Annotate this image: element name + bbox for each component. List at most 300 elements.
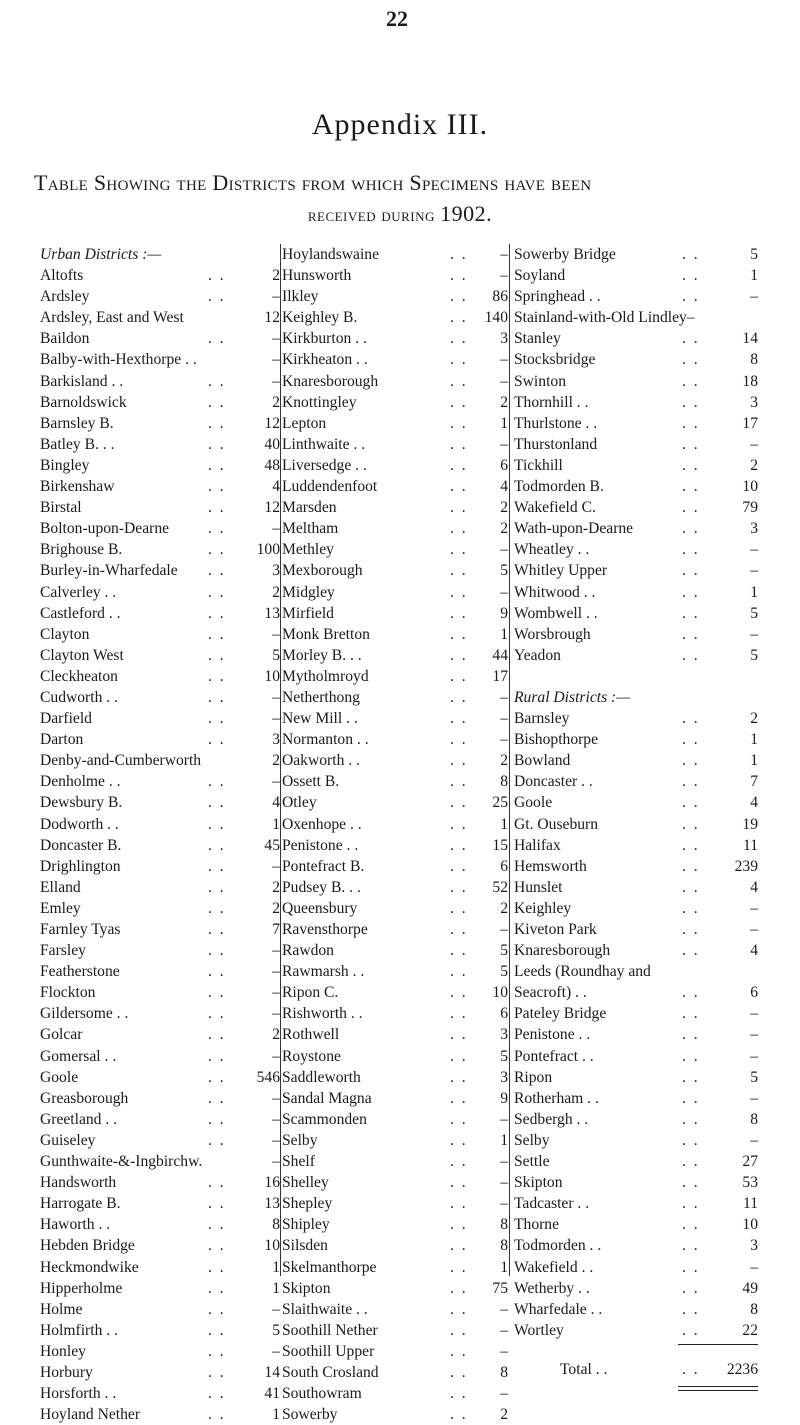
district-name: Kirkburton . . — [282, 330, 367, 348]
district-row — [40, 961, 280, 982]
district-name: Dodworth . . — [40, 815, 119, 833]
specimen-count: – — [272, 688, 280, 706]
specimen-count: – — [750, 1005, 758, 1023]
district-name: Flockton — [40, 984, 96, 1002]
district-name: Lepton — [282, 414, 327, 432]
district-row — [40, 856, 280, 877]
district-name: Wakefield . . — [514, 1258, 594, 1276]
specimen-count: – — [272, 984, 280, 1002]
district-row — [40, 624, 280, 645]
specimen-count: 75 — [492, 1279, 508, 1297]
district-row — [514, 1193, 758, 1214]
leader-dots: . . — [450, 1363, 468, 1381]
specimen-count: – — [500, 1300, 508, 1318]
district-row — [282, 1024, 508, 1045]
leader-dots: . . — [208, 1005, 226, 1023]
specimen-count: – — [272, 288, 280, 306]
district-row — [514, 835, 758, 856]
district-row — [40, 877, 280, 898]
district-row — [514, 792, 758, 813]
leader-dots: . . — [208, 520, 226, 538]
specimen-count: – — [750, 288, 758, 306]
column-divider-2 — [509, 244, 510, 1276]
district-row — [40, 1003, 280, 1024]
specimen-count: 8 — [500, 773, 508, 791]
specimen-count: 140 — [484, 309, 508, 327]
specimen-count: – — [272, 773, 280, 791]
district-name: Pateley Bridge — [514, 1005, 607, 1023]
district-row — [40, 603, 280, 624]
leader-dots: . . — [450, 899, 468, 917]
district-name: Soyland — [514, 267, 566, 285]
leader-dots: . . — [450, 435, 468, 453]
table-heading-line2 — [0, 201, 800, 227]
district-name: Ardsley — [40, 288, 90, 306]
leader-dots: . . — [450, 1174, 468, 1192]
district-row — [514, 1320, 758, 1341]
district-name: New Mill . . — [282, 710, 358, 728]
district-row — [40, 328, 280, 349]
specimen-count: 10 — [492, 984, 508, 1002]
district-row — [282, 1130, 508, 1151]
leader-dots: . . — [450, 710, 468, 728]
district-row — [282, 1088, 508, 1109]
district-name: Keighley — [514, 899, 572, 917]
leader-dots: . . — [450, 330, 468, 348]
specimen-count: 5 — [500, 963, 508, 981]
leader-dots: . . — [450, 836, 468, 854]
specimen-count: – — [500, 1153, 508, 1171]
leader-dots: . . — [682, 1174, 700, 1192]
specimen-count: – — [272, 1131, 280, 1149]
specimen-count: – — [500, 731, 508, 749]
district-name: Greasborough — [40, 1089, 129, 1107]
district-row — [514, 328, 758, 349]
leader-dots: . . — [208, 942, 226, 960]
district-row — [514, 1130, 758, 1151]
district-name: Pontefract . . — [514, 1047, 594, 1065]
specimen-count: – — [500, 710, 508, 728]
district-row — [282, 877, 508, 898]
leader-dots: . . — [450, 583, 468, 601]
district-row — [514, 1235, 758, 1256]
district-name: Mytholmroyd — [282, 667, 369, 685]
district-row — [40, 835, 280, 856]
district-name: Midgley — [282, 583, 335, 601]
leader-dots: . . — [682, 710, 700, 728]
leader-dots: . . — [682, 499, 700, 517]
leader-dots: . . — [450, 1279, 468, 1297]
specimen-count: 2 — [750, 456, 758, 474]
leader-dots: . . — [208, 1237, 226, 1255]
district-row — [40, 771, 280, 792]
district-name: Rawdon — [282, 942, 334, 960]
leader-dots: . . — [682, 1237, 700, 1255]
specimen-count: 5 — [750, 646, 758, 664]
leader-dots: . . — [208, 330, 226, 348]
district-name: Rotherham . . — [514, 1089, 599, 1107]
leader-dots: . . — [450, 857, 468, 875]
district-name: Thurlstone . . — [514, 414, 598, 432]
leader-dots: . . — [682, 583, 700, 601]
district-name: Balby-with-Hexthorpe . . — [40, 351, 197, 369]
specimen-count: – — [272, 351, 280, 369]
district-row — [282, 792, 508, 813]
district-name: Settle — [514, 1153, 550, 1171]
specimen-count: – — [500, 921, 508, 938]
district-row — [282, 919, 508, 940]
district-row — [514, 476, 758, 497]
district-name: Farnley Tyas — [40, 921, 121, 938]
leader-dots: . . — [450, 984, 468, 1002]
district-name: Sedbergh . . — [514, 1110, 589, 1128]
district-row — [514, 1299, 758, 1320]
specimen-count: 27 — [742, 1153, 758, 1171]
specimen-count: 6 — [500, 456, 508, 474]
specimen-count: – — [750, 1047, 758, 1065]
leader-dots: . . — [208, 625, 226, 643]
district-name: Ardsley, East and West — [40, 309, 184, 327]
district-row — [40, 476, 280, 497]
specimen-count: 4 — [500, 478, 508, 496]
specimen-count: 2 — [272, 878, 280, 896]
district-row — [40, 1151, 280, 1172]
leader-dots: . . — [208, 1068, 226, 1086]
specimen-count: 12 — [264, 414, 280, 432]
specimen-count: 2 — [500, 1406, 508, 1424]
leader-dots: . . — [682, 1089, 700, 1107]
leader-dots: . . — [682, 330, 700, 348]
district-name: Monk Bretton — [282, 625, 370, 643]
specimen-count: – — [750, 1089, 758, 1107]
district-row — [282, 729, 508, 750]
district-name: Harrogate B. — [40, 1195, 121, 1213]
specimen-count: 1 — [500, 1131, 508, 1149]
specimen-count: 6 — [500, 1005, 508, 1023]
district-row — [40, 1235, 280, 1256]
specimen-count: 4 — [750, 942, 758, 960]
district-row — [514, 560, 758, 581]
district-row — [514, 666, 758, 687]
specimen-count: 2 — [272, 393, 280, 411]
leader-dots: . . — [208, 1300, 226, 1318]
leader-dots: . . — [450, 393, 468, 411]
district-name: Rural Districts :— — [514, 688, 631, 706]
specimen-count: 19 — [742, 815, 758, 833]
district-name: Featherstone — [40, 963, 120, 981]
leader-dots: . . — [208, 1363, 226, 1381]
leader-dots: . . — [682, 984, 700, 1002]
heading-line2-text: received during — [307, 205, 435, 226]
specimen-count: 4 — [272, 478, 280, 496]
district-name: Skelmanthorpe — [282, 1258, 377, 1276]
leader-dots: . . — [682, 414, 700, 432]
total-value: 2236 — [726, 1360, 758, 1378]
leader-dots: . . — [450, 1385, 468, 1403]
district-name: Selby — [282, 1131, 318, 1149]
leader-dots: . . — [450, 267, 468, 285]
district-row — [40, 455, 280, 476]
district-name: Dewsbury B. — [40, 794, 123, 812]
column-urban-2 — [282, 244, 508, 1425]
specimen-count: 9 — [500, 604, 508, 622]
specimen-count: – — [750, 541, 758, 559]
leader-dots: . . — [450, 414, 468, 432]
specimen-count: – — [272, 710, 280, 728]
district-row — [40, 792, 280, 813]
specimen-count: 40 — [264, 435, 280, 453]
specimen-count: 2 — [272, 899, 280, 917]
specimen-count: 8 — [500, 1363, 508, 1381]
specimen-count: 2 — [272, 1026, 280, 1044]
leader-dots: . . — [450, 625, 468, 643]
leader-dots: . . — [682, 1005, 700, 1023]
specimen-count: 11 — [742, 1195, 758, 1213]
district-row — [514, 982, 758, 1003]
district-row — [282, 582, 508, 603]
specimen-count: – — [272, 1047, 280, 1065]
specimen-count: – — [272, 1005, 280, 1023]
specimen-count: 7 — [750, 773, 758, 791]
leader-dots: . . — [682, 1026, 700, 1044]
district-name: Soothill Upper — [282, 1342, 375, 1360]
leader-dots: . . — [208, 1258, 226, 1276]
specimen-count: – — [500, 541, 508, 559]
district-name: Ilkley — [282, 288, 319, 306]
specimen-count: 48 — [264, 456, 280, 474]
specimen-count: 10 — [264, 667, 280, 685]
district-name: Darton — [40, 731, 84, 749]
district-row — [282, 814, 508, 835]
specimen-count: 239 — [734, 857, 758, 875]
specimen-count: 10 — [742, 478, 758, 496]
specimen-count: – — [750, 899, 758, 917]
district-name: Sandal Magna — [282, 1089, 372, 1107]
leader-dots: . . — [682, 815, 700, 833]
district-row — [282, 750, 508, 771]
district-row — [40, 687, 280, 708]
district-name: Penistone . . — [514, 1026, 591, 1044]
specimen-count: 52 — [492, 878, 508, 896]
district-name: Selby — [514, 1131, 550, 1149]
district-row — [282, 1151, 508, 1172]
district-row — [40, 1193, 280, 1214]
district-row — [282, 1362, 508, 1383]
district-name: Seacroft) . . — [514, 984, 587, 1002]
section-heading — [40, 244, 280, 265]
leader-dots: . . — [208, 1342, 226, 1360]
specimen-count: 3 — [500, 1068, 508, 1086]
district-name: Wakefield C. — [514, 499, 596, 517]
district-name: Baildon — [40, 330, 90, 348]
leader-dots: . . — [208, 1047, 226, 1065]
district-row — [282, 856, 508, 877]
district-name: Barkisland . . — [40, 372, 124, 390]
district-row — [282, 328, 508, 349]
district-name: Wharfedale . . — [514, 1300, 603, 1318]
district-name: Kirkheaton . . — [282, 351, 368, 369]
district-name: Oakworth . . — [282, 752, 360, 770]
leader-dots: . . — [682, 1153, 700, 1171]
district-name: Clayton — [40, 625, 90, 643]
district-name: Knaresborough — [282, 372, 379, 390]
leader-dots: . . — [208, 478, 226, 496]
district-row — [40, 898, 280, 919]
district-name: Stanley — [514, 330, 561, 348]
leader-dots: . . — [682, 1279, 700, 1297]
district-row — [514, 940, 758, 961]
district-name: Denby-and-Cumberworth — [40, 752, 202, 770]
specimen-count: 1 — [272, 815, 280, 833]
specimen-count: 12 — [264, 309, 280, 327]
district-row — [40, 1299, 280, 1320]
district-row — [514, 434, 758, 455]
district-name: Mirfield — [282, 604, 334, 622]
leader-dots: . . — [682, 878, 700, 896]
district-name: Luddendenfoot — [282, 478, 378, 496]
leader-dots: . . — [208, 435, 226, 453]
district-row — [40, 413, 280, 434]
leader-dots: . . — [208, 773, 226, 791]
specimen-count: 1 — [272, 1406, 280, 1424]
leader-dots: . . — [208, 1110, 226, 1128]
district-row — [282, 244, 508, 265]
leader-dots: . . — [682, 351, 700, 369]
leader-dots: . . — [682, 625, 700, 643]
district-row — [40, 371, 280, 392]
leader-dots: . . — [682, 1321, 700, 1339]
district-name: Linthwaite . . — [282, 435, 366, 453]
district-row — [40, 1214, 280, 1235]
specimen-count: 9 — [500, 1089, 508, 1107]
leader-dots: . . — [682, 562, 700, 580]
specimen-count: 15 — [492, 836, 508, 854]
district-row — [40, 582, 280, 603]
district-name: Bolton-upon-Dearne — [40, 520, 170, 538]
specimen-count: 5 — [500, 942, 508, 960]
district-name: Yeadon — [514, 646, 561, 664]
specimen-count: – — [500, 1174, 508, 1192]
specimen-count: 3 — [272, 731, 280, 749]
specimen-count: – — [272, 1153, 280, 1171]
leader-dots: . . — [450, 1237, 468, 1255]
specimen-count: – — [750, 921, 758, 938]
district-name: Ravensthorpe — [282, 921, 368, 938]
specimen-count: 1 — [750, 267, 758, 285]
specimen-count: 2 — [272, 583, 280, 601]
district-name: Meltham — [282, 520, 339, 538]
specimen-count: 100 — [256, 541, 280, 559]
leader-dots: . . — [682, 646, 700, 664]
district-name: Keighley B. — [282, 309, 358, 327]
district-name: Skipton — [282, 1279, 331, 1297]
district-row — [40, 286, 280, 307]
district-row — [40, 1383, 280, 1404]
district-row — [514, 729, 758, 750]
specimen-count: 1 — [500, 815, 508, 833]
district-row — [40, 392, 280, 413]
district-name: Drighlington — [40, 857, 121, 875]
district-row — [282, 1003, 508, 1024]
leader-dots: . . — [450, 878, 468, 896]
district-row — [40, 1362, 280, 1383]
district-row — [514, 856, 758, 877]
district-row — [40, 1024, 280, 1045]
leader-dots: . . — [682, 1216, 700, 1234]
leader-dots: . . — [208, 1026, 226, 1044]
leader-dots: . . — [682, 456, 700, 474]
specimen-count: 2 — [750, 710, 758, 728]
district-row — [40, 750, 280, 771]
leader-dots: . . — [450, 963, 468, 981]
district-row — [514, 582, 758, 603]
section-heading — [514, 687, 758, 708]
district-name: Rothwell — [282, 1026, 340, 1044]
specimen-count: 8 — [500, 1237, 508, 1255]
specimen-count: – — [750, 1026, 758, 1044]
leader-dots: . . — [208, 731, 226, 749]
district-row — [282, 961, 508, 982]
leader-dots: . . — [208, 541, 226, 559]
district-row — [282, 624, 508, 645]
specimen-count: 10 — [264, 1237, 280, 1255]
district-name: Cleckheaton — [40, 667, 118, 685]
district-row — [282, 1278, 508, 1299]
leader-dots: . . — [450, 309, 468, 327]
column-urban-1 — [40, 244, 280, 1425]
leader-dots: . . — [208, 1385, 226, 1403]
district-name: Pudsey B. . . — [282, 878, 361, 896]
district-row — [40, 1404, 280, 1425]
specimen-count: 4 — [272, 794, 280, 812]
district-row — [514, 286, 758, 307]
leader-dots: . . — [450, 1153, 468, 1171]
specimen-count: 5 — [500, 1047, 508, 1065]
district-name: Soothill Nether — [282, 1321, 378, 1339]
district-name: Stocksbridge — [514, 351, 596, 369]
district-row — [514, 392, 758, 413]
specimen-count: – — [500, 1195, 508, 1213]
district-name: Rishworth . . — [282, 1005, 363, 1023]
leader-dots: . . — [208, 414, 226, 432]
district-row — [282, 708, 508, 729]
district-name: Greetland . . — [40, 1110, 118, 1128]
district-row — [514, 1278, 758, 1299]
district-row — [514, 455, 758, 476]
leader-dots: . . — [208, 499, 226, 517]
district-row — [282, 1109, 508, 1130]
leader-dots: . . — [682, 794, 700, 812]
leader-dots: . . — [682, 731, 700, 749]
district-row — [282, 940, 508, 961]
page-number: 22 — [386, 6, 408, 31]
specimen-count: 1 — [500, 1258, 508, 1276]
specimen-count: – — [272, 857, 280, 875]
leader-dots: . . — [682, 246, 700, 263]
specimen-count: 6 — [750, 984, 758, 1002]
specimen-count: 8 — [272, 1216, 280, 1234]
specimen-count: – — [500, 1342, 508, 1360]
district-row — [282, 1067, 508, 1088]
specimen-count: 8 — [750, 1110, 758, 1128]
district-row — [40, 940, 280, 961]
district-name: Netherthong — [282, 688, 360, 706]
district-row — [514, 814, 758, 835]
district-name: Hipperholme — [40, 1279, 123, 1297]
leader-dots: . . — [450, 562, 468, 580]
leader-dots: . . — [450, 456, 468, 474]
district-row — [514, 413, 758, 434]
